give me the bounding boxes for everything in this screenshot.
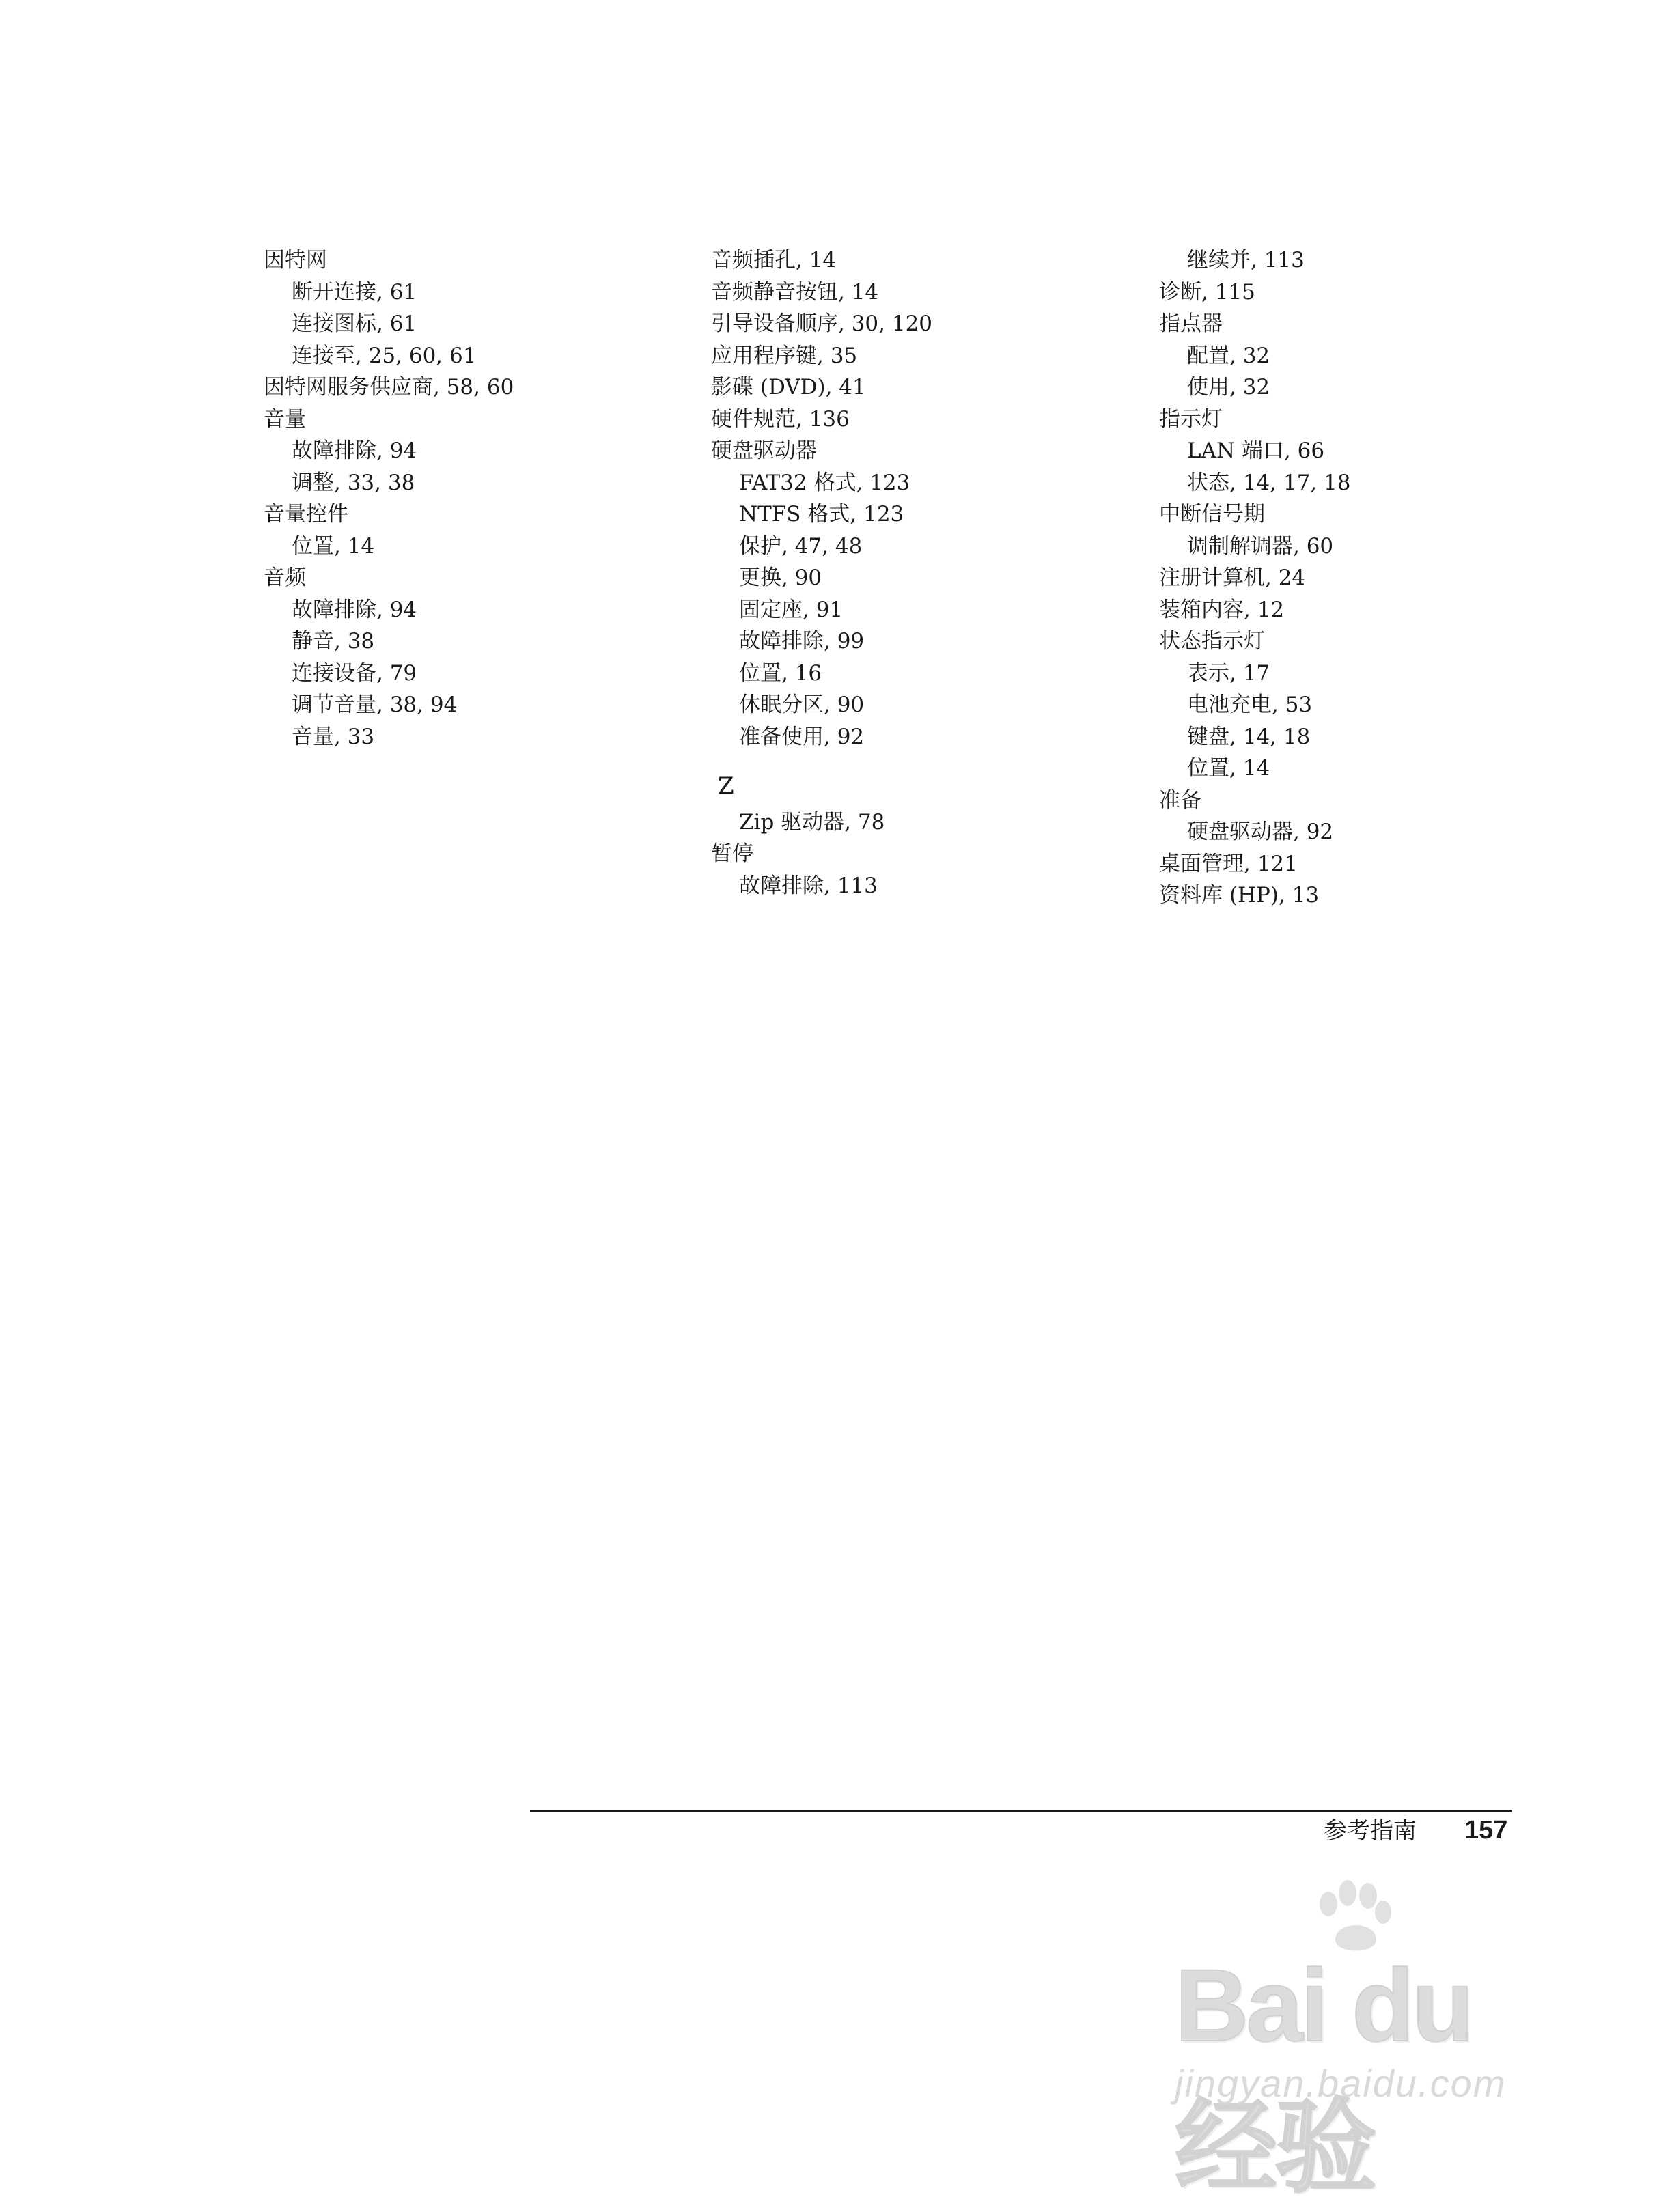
index-entry: 因特网 [264,248,327,272]
watermark-url: jingyan.baidu.com [1175,2062,1507,2105]
index-entry: 音频插孔, 14 [711,248,837,272]
index-subentry: 配置, 32 [1187,343,1270,368]
index-subentry: 表示, 17 [1187,660,1270,686]
index-entry: 准备 [1159,787,1201,813]
index-subentry: 连接设备, 79 [292,660,417,686]
index-subentry: 静音, 38 [292,629,375,654]
index-subentry: 调整, 33, 38 [292,470,415,495]
index-subentry: 位置, 14 [292,533,375,559]
index-subentry: 状态, 14, 17, 18 [1187,470,1351,495]
index-entry: 诊断, 115 [1159,279,1255,305]
page-number: 157 [1464,1816,1508,1845]
index-entry: 注册计算机, 24 [1159,565,1306,590]
index-subentry: 故障排除, 99 [739,629,865,654]
index-subentry: 硬盘驱动器, 92 [1187,820,1334,844]
index-entry: 指点器 [1159,311,1223,336]
index-entry: 桌面管理, 121 [1159,851,1298,876]
index-subentry: 调制解调器, 60 [1187,533,1334,559]
index-subentry: 调节音量, 38, 94 [292,692,458,717]
index-column-3 [1159,244,1596,912]
watermark [1161,1878,1571,2204]
index-column-2 [711,244,1148,901]
index-subentry: NTFS 格式, 123 [739,502,904,527]
index-subentry: 更换, 90 [739,565,822,590]
index-subentry: 键盘, 14, 18 [1187,724,1311,749]
index-subentry: 位置, 16 [739,660,822,686]
index-subentry: Zip 驱动器, 78 [739,809,885,835]
index-entry: 音量 [264,406,306,432]
index-subentry: 断开连接, 61 [292,279,417,305]
index-subentry: 连接图标, 61 [292,311,417,336]
index-subentry: 准备使用, 92 [739,724,865,749]
index-entry: 资料库 (HP), 13 [1159,883,1320,908]
index-entry: 硬盘驱动器 [711,438,817,463]
footer-title: 参考指南 [1324,1817,1417,1845]
index-subentry: 休眠分区, 90 [739,692,865,717]
index-subentry: 固定座, 91 [739,597,844,622]
index-subentry: 继续并, 113 [1187,248,1305,272]
index-subentry: 故障排除, 94 [292,438,417,463]
index-entry: 因特网服务供应商, 58, 60 [264,375,514,400]
index-letter-heading: Z [718,772,734,800]
index-entry: 装箱内容, 12 [1159,597,1285,622]
index-entry: 状态指示灯 [1159,629,1265,654]
index-entry: 中断信号期 [1159,502,1265,527]
index-subentry: LAN 端口, 66 [1187,438,1325,463]
index-entry: 暂停 [711,841,753,866]
watermark-logo: Bai du 经验 [1175,1948,1472,2204]
index-entry: 硬件规范, 136 [711,406,850,432]
index-entry: 音频 [264,565,306,590]
index-entry: 音量控件 [264,502,348,527]
index-entry: 应用程序键, 35 [711,343,858,368]
index-entry: 音频静音按钮, 14 [711,279,879,305]
index-column-1 [264,244,701,753]
footer-divider [530,1810,1512,1812]
index-entry: 引导设备顺序, 30, 120 [711,311,933,336]
index-entry: 影碟 (DVD), 41 [711,375,866,400]
index-subentry: 使用, 32 [1187,375,1270,400]
index-subentry: 连接至, 25, 60, 61 [292,343,477,368]
index-subentry: 保护, 47, 48 [739,533,863,559]
index-subentry: 位置, 14 [1187,756,1270,781]
index-subentry: FAT32 格式, 123 [739,470,910,495]
index-subentry: 电池充电, 53 [1187,692,1313,717]
index-subentry: 故障排除, 113 [739,873,878,898]
index-subentry: 音量, 33 [292,724,375,749]
index-entry: 指示灯 [1159,406,1223,432]
index-subentry: 故障排除, 94 [292,597,417,622]
